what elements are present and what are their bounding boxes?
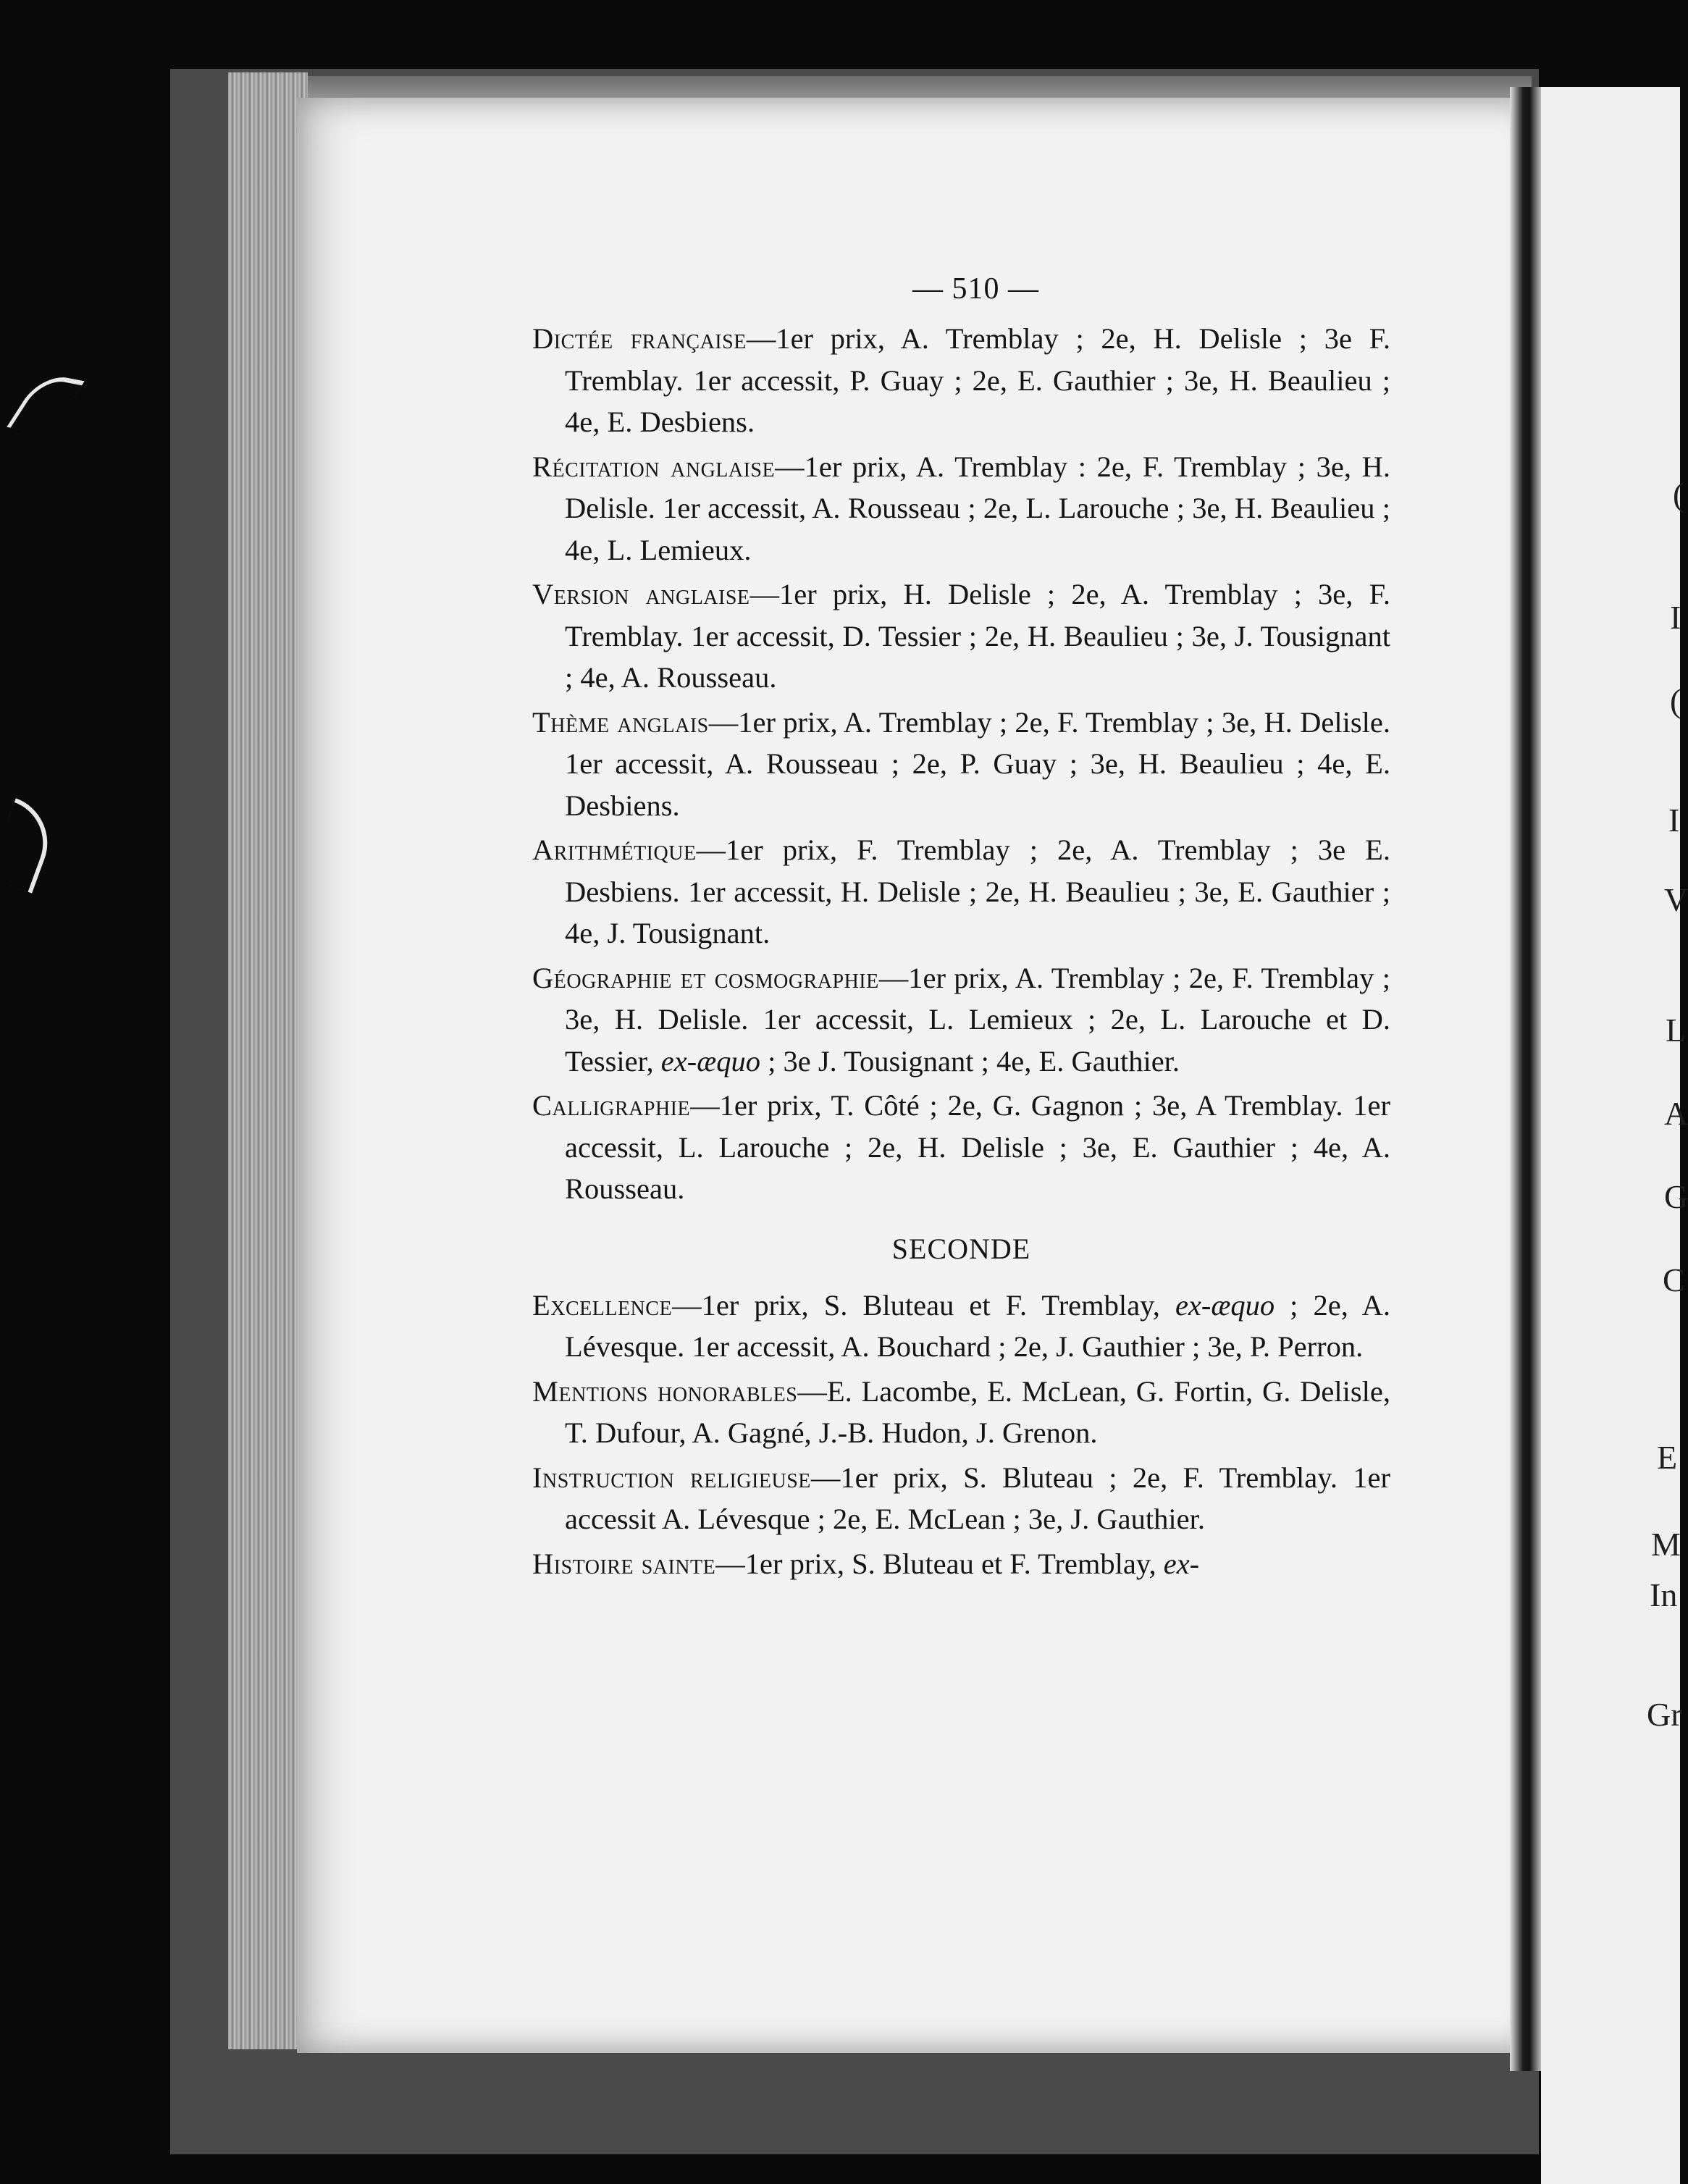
- film-scratch-mark: [7, 373, 85, 435]
- prize-text: ; 3e J. Tousignant ; 4e, E. Gauthier.: [760, 1044, 1180, 1078]
- prize-text: —1er prix, H. Delisle ; 2e, A. Tremblay ; 3e, F. Tremblay. 1er accessit, D. Tessier ; 2e, H. Beaulieu ; 3e, J. Tousignant ; 4e, A. Rousseau.: [565, 578, 1390, 694]
- subject-heading: Histoire sainte: [532, 1547, 716, 1580]
- right-page-fragment: C: [1663, 1261, 1685, 1298]
- right-page-fragment: M: [1651, 1526, 1681, 1563]
- prize-text: —1er prix, S. Bluteau et F. Tremblay,: [672, 1288, 1175, 1322]
- prize-text: —E. Lacombe, E. McLean, G. Fortin, G. Delisle, T. Dufour, A. Gagné, J.-B. Hudon, J. Grenon.: [565, 1374, 1390, 1449]
- prize-text-italic: ex-æquo: [660, 1044, 760, 1078]
- prize-text: —1er prix, A. Tremblay ; 2e, F. Tremblay ; 3e, H. Delisle. 1er accessit, A. Rousseau ; 2e, P. Guay ; 3e, H. Beaulieu ; 4e, E. Desbiens.: [565, 705, 1390, 822]
- page-stack-edge: [228, 72, 308, 2049]
- subject-heading: Géographie et cosmographie: [532, 961, 879, 994]
- prize-entry-version-anglaise: [532, 574, 1390, 699]
- prize-entry-excellence: [532, 1285, 1390, 1368]
- prize-text-italic: ex-: [1163, 1547, 1200, 1580]
- prize-text: —1er prix, A. Tremblay ; 2e, F. Tremblay ; 3e, H. Delisle. 1er accessit, L. Lemieux ; 2e, L. Larouche et D. Tessier,: [565, 961, 1391, 1078]
- right-page-fragment: G: [1664, 1178, 1688, 1215]
- right-page-fragment: Gr: [1647, 1696, 1682, 1733]
- prize-entry-arithmetique: [532, 829, 1390, 954]
- right-page-fragment: (: [1673, 476, 1684, 513]
- prize-entry-recitation-anglaise: [532, 446, 1390, 571]
- subject-heading: Excellence: [532, 1288, 673, 1322]
- right-page-fragment: V: [1664, 881, 1688, 918]
- prize-entry-histoire-sainte: [532, 1543, 1390, 1585]
- subject-heading: Calligraphie: [532, 1089, 691, 1122]
- prize-text: ; 2e, A. Lévesque. 1er accessit, A. Bouchard ; 2e, J. Gauthier ; 3e, P. Perron.: [565, 1288, 1390, 1363]
- film-scratch-mark: [0, 798, 61, 894]
- prize-text-italic: ex-æquo: [1175, 1288, 1275, 1322]
- subject-heading: Version anglaise: [532, 578, 750, 610]
- prize-entry-mentions-honorables: [532, 1371, 1390, 1454]
- subject-heading: Dictée française: [532, 322, 747, 355]
- prize-entry-theme-anglais: [532, 702, 1390, 827]
- prize-text: —1er prix, A. Tremblay ; 2e, H. Delisle ; 3e F. Tremblay. 1er accessit, P. Guay ; 2e, E. Gauthier ; 3e, H. Beaulieu ; 4e, E. Desbiens.: [565, 322, 1390, 438]
- prize-entry-calligraphie: [532, 1085, 1390, 1210]
- subject-heading: Récitation anglaise: [532, 450, 776, 483]
- prize-entry-instruction-religieuse: [532, 1457, 1390, 1540]
- prize-entry-geographie: [532, 957, 1390, 1083]
- subject-heading: Arithmétique: [532, 833, 697, 866]
- prize-text: —1er prix, S. Bluteau et F. Tremblay,: [715, 1547, 1164, 1580]
- section-title: SECONDE: [891, 1232, 1031, 1265]
- prize-text: —1er prix, T. Côté ; 2e, G. Gagnon ; 3e, A Tremblay. 1er accessit, L. Larouche ; 2e, H. Delisle ; 3e, E. Gauthier ; 4e, A. Rousseau.: [565, 1089, 1390, 1205]
- right-page-fragment: I: [1668, 802, 1680, 839]
- right-page-partial: [1541, 87, 1688, 2184]
- prize-entry-dictee-francaise: [532, 318, 1390, 443]
- right-page-fragment: (: [1670, 682, 1681, 719]
- prize-text: —1er prix, A. Tremblay : 2e, F. Tremblay ; 3e, H. Delisle. 1er accessit, A. Rousseau ; 2e, L. Larouche ; 3e, H. Beaulieu ; 4e, L. Lemieux.: [565, 450, 1390, 566]
- right-page-fragment: L: [1666, 1012, 1687, 1049]
- prize-text: —1er prix, F. Tremblay ; 2e, A. Tremblay ; 3e E. Desbiens. 1er accessit, H. Delisle ; 2e, H. Beaulieu ; 3e, E. Gauthier ; 4e, J. Tousignant.: [565, 833, 1390, 949]
- subject-heading: Instruction religieuse: [532, 1461, 811, 1494]
- page-text-block: [532, 272, 1390, 1587]
- book-gutter: [1510, 87, 1542, 2071]
- page-number: — 510 —: [912, 272, 1039, 306]
- subject-heading: Mentions honorables: [532, 1374, 798, 1408]
- subject-heading: Thème anglais: [532, 705, 709, 739]
- right-page-fragment: A: [1664, 1095, 1688, 1132]
- prize-text: —1er prix, S. Bluteau ; 2e, F. Tremblay. 1er accessit A. Lévesque ; 2e, E. McLean ; 3e, J. Gauthier.: [565, 1461, 1390, 1535]
- right-page-fragment: I: [1670, 599, 1681, 636]
- right-page-fragment: E: [1657, 1439, 1678, 1476]
- right-page-fragment: In: [1650, 1576, 1678, 1613]
